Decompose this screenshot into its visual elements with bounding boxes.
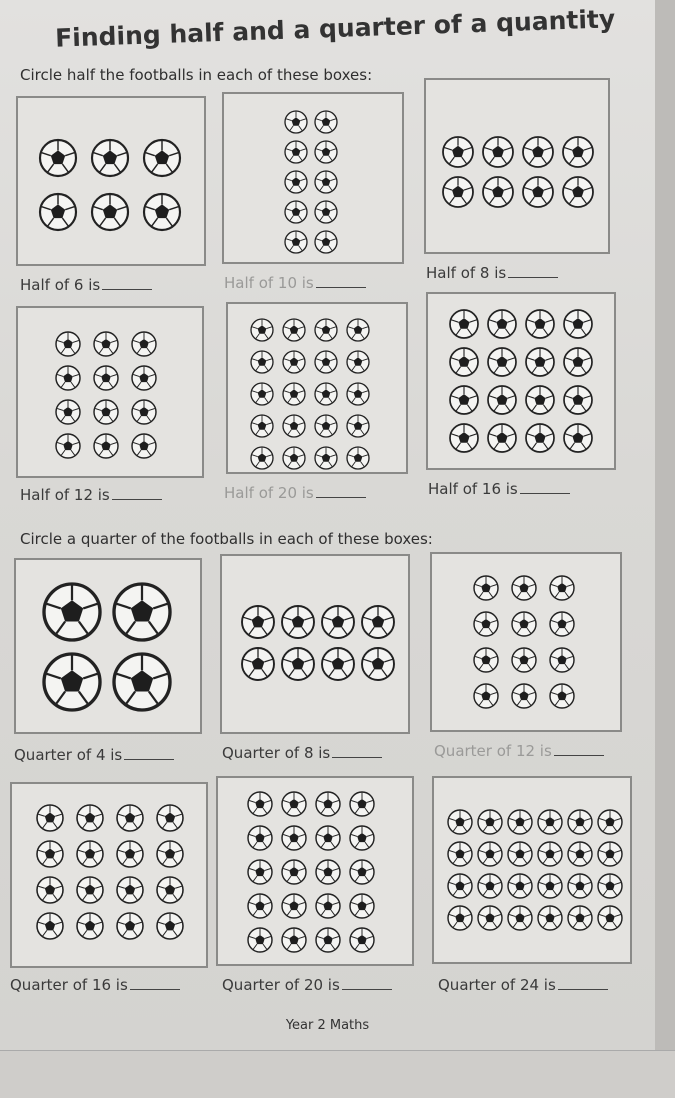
football-icon xyxy=(114,584,170,640)
football-icon xyxy=(568,842,592,866)
football-icon xyxy=(568,810,592,834)
football-icon xyxy=(315,231,337,253)
page-edge xyxy=(655,0,675,1097)
football-icon xyxy=(448,906,472,930)
answer-blank[interactable] xyxy=(124,759,174,760)
football-icon xyxy=(550,684,574,708)
football-icon xyxy=(347,447,369,469)
football-icon xyxy=(450,310,478,338)
football-icon xyxy=(538,810,562,834)
quarter-box-2 xyxy=(220,554,410,734)
football-icon xyxy=(448,874,472,898)
football-icon xyxy=(563,177,593,207)
football-icon xyxy=(443,137,473,167)
football-icon xyxy=(598,906,622,930)
football-icon xyxy=(508,810,532,834)
football-icon xyxy=(251,383,273,405)
football-icon xyxy=(37,805,63,831)
football-icon xyxy=(564,310,592,338)
football-icon xyxy=(132,366,156,390)
footballs-20b xyxy=(218,778,412,964)
footballs-8 xyxy=(426,80,608,252)
football-icon xyxy=(478,810,502,834)
football-icon xyxy=(251,415,273,437)
football-icon xyxy=(315,319,337,341)
footballs-10 xyxy=(224,94,402,262)
half-label-5: Half of 20 is xyxy=(224,484,366,502)
football-icon xyxy=(478,842,502,866)
football-icon xyxy=(508,842,532,866)
answer-blank[interactable] xyxy=(508,277,558,278)
half-box-1 xyxy=(16,96,206,266)
football-icon xyxy=(550,648,574,672)
football-icon xyxy=(350,860,374,884)
football-icon xyxy=(598,810,622,834)
football-icon xyxy=(248,826,272,850)
half-box-4 xyxy=(16,306,204,478)
football-icon xyxy=(598,874,622,898)
quarter-label-3: Quarter of 12 is xyxy=(434,742,604,760)
football-icon xyxy=(56,400,80,424)
football-icon xyxy=(283,351,305,373)
answer-blank[interactable] xyxy=(112,499,162,500)
football-icon xyxy=(512,576,536,600)
football-icon xyxy=(322,606,354,638)
football-icon xyxy=(316,792,340,816)
football-icon xyxy=(350,894,374,918)
football-icon xyxy=(564,348,592,376)
football-icon xyxy=(44,654,100,710)
quarter-box-4 xyxy=(10,782,208,968)
football-icon xyxy=(315,383,337,405)
football-icon xyxy=(526,386,554,414)
footballs-12b xyxy=(432,554,620,730)
football-icon xyxy=(157,841,183,867)
football-icon xyxy=(474,612,498,636)
football-icon xyxy=(248,894,272,918)
quarter-label-6: Quarter of 24 is xyxy=(438,976,608,994)
football-icon xyxy=(242,606,274,638)
football-icon xyxy=(316,826,340,850)
football-icon xyxy=(568,874,592,898)
football-icon xyxy=(117,913,143,939)
football-icon xyxy=(282,928,306,952)
answer-blank[interactable] xyxy=(102,289,152,290)
answer-blank[interactable] xyxy=(520,493,570,494)
football-icon xyxy=(564,386,592,414)
football-icon xyxy=(285,111,307,133)
football-icon xyxy=(283,415,305,437)
answer-blank[interactable] xyxy=(332,757,382,758)
football-icon xyxy=(285,201,307,223)
half-label-3: Half of 8 is xyxy=(426,264,558,282)
football-icon xyxy=(157,913,183,939)
football-icon xyxy=(56,434,80,458)
quarter-box-3 xyxy=(430,552,622,732)
answer-blank[interactable] xyxy=(342,989,392,990)
quarter-box-6 xyxy=(432,776,632,964)
football-icon xyxy=(488,348,516,376)
football-icon xyxy=(526,348,554,376)
football-icon xyxy=(474,684,498,708)
football-icon xyxy=(77,841,103,867)
half-box-2 xyxy=(222,92,404,264)
football-icon xyxy=(347,351,369,373)
half-instruction: Circle half the footballs in each of these boxes: xyxy=(20,66,373,84)
football-icon xyxy=(94,400,118,424)
quarter-label-5: Quarter of 20 is xyxy=(222,976,392,994)
football-icon xyxy=(40,140,76,176)
football-icon xyxy=(523,137,553,167)
football-icon xyxy=(92,194,128,230)
football-icon xyxy=(538,874,562,898)
football-icon xyxy=(350,792,374,816)
football-icon xyxy=(550,612,574,636)
half-box-6 xyxy=(426,292,616,470)
football-icon xyxy=(474,648,498,672)
quarter-label-4: Quarter of 16 is xyxy=(10,976,180,994)
football-icon xyxy=(132,332,156,356)
football-icon xyxy=(283,383,305,405)
football-icon xyxy=(117,841,143,867)
footballs-20 xyxy=(228,304,406,472)
football-icon xyxy=(315,111,337,133)
footballs-16 xyxy=(428,294,614,468)
football-icon xyxy=(347,415,369,437)
football-icon xyxy=(251,447,273,469)
football-icon xyxy=(526,424,554,452)
quarter-label-2: Quarter of 8 is xyxy=(222,744,382,762)
quarter-instruction: Circle a quarter of the footballs in each of these boxes: xyxy=(20,530,433,548)
football-icon xyxy=(512,612,536,636)
football-icon xyxy=(94,434,118,458)
football-icon xyxy=(248,792,272,816)
football-icon xyxy=(77,877,103,903)
football-icon xyxy=(362,648,394,680)
football-icon xyxy=(347,319,369,341)
football-icon xyxy=(56,332,80,356)
football-icon xyxy=(315,141,337,163)
football-icon xyxy=(488,424,516,452)
football-icon xyxy=(322,648,354,680)
football-icon xyxy=(350,928,374,952)
football-icon xyxy=(316,928,340,952)
page-title: Finding half and a quarter of a quantity xyxy=(54,4,616,53)
football-icon xyxy=(248,928,272,952)
football-icon xyxy=(315,447,337,469)
football-icon xyxy=(478,906,502,930)
table-surface xyxy=(0,1050,675,1098)
football-icon xyxy=(157,805,183,831)
football-icon xyxy=(251,319,273,341)
football-icon xyxy=(450,386,478,414)
football-icon xyxy=(94,366,118,390)
football-icon xyxy=(37,877,63,903)
footer-text: Year 2 Maths xyxy=(285,1018,370,1033)
football-icon xyxy=(448,810,472,834)
half-label-2: Half of 10 is xyxy=(224,274,366,292)
quarter-box-1 xyxy=(14,558,202,734)
football-icon xyxy=(144,140,180,176)
football-icon xyxy=(315,415,337,437)
football-icon xyxy=(282,860,306,884)
football-icon xyxy=(478,874,502,898)
football-icon xyxy=(77,805,103,831)
football-icon xyxy=(283,319,305,341)
half-label-4: Half of 12 is xyxy=(20,486,162,504)
football-icon xyxy=(564,424,592,452)
football-icon xyxy=(550,576,574,600)
football-icon xyxy=(282,792,306,816)
football-icon xyxy=(117,877,143,903)
footballs-12 xyxy=(18,308,202,476)
half-label-6: Half of 16 is xyxy=(428,480,570,498)
football-icon xyxy=(450,348,478,376)
football-icon xyxy=(523,177,553,207)
football-icon xyxy=(474,576,498,600)
football-icon xyxy=(483,137,513,167)
footballs-24 xyxy=(434,778,630,962)
football-icon xyxy=(538,842,562,866)
football-icon xyxy=(242,648,274,680)
football-icon xyxy=(37,841,63,867)
quarter-label-1: Quarter of 4 is xyxy=(14,746,174,764)
football-icon xyxy=(483,177,513,207)
football-icon xyxy=(248,860,272,884)
football-icon xyxy=(251,351,273,373)
football-icon xyxy=(568,906,592,930)
answer-blank[interactable] xyxy=(316,497,366,498)
footballs-8b xyxy=(222,556,408,732)
football-icon xyxy=(347,383,369,405)
football-icon xyxy=(508,874,532,898)
footballs-16b xyxy=(12,784,206,966)
football-icon xyxy=(448,842,472,866)
football-icon xyxy=(488,310,516,338)
football-icon xyxy=(282,826,306,850)
football-icon xyxy=(117,805,143,831)
half-label-1: Half of 6 is xyxy=(20,276,152,294)
answer-blank[interactable] xyxy=(554,755,604,756)
answer-blank[interactable] xyxy=(316,287,366,288)
footballs-4 xyxy=(16,560,200,732)
football-icon xyxy=(316,894,340,918)
football-icon xyxy=(508,906,532,930)
football-icon xyxy=(285,231,307,253)
football-icon xyxy=(282,606,314,638)
answer-blank[interactable] xyxy=(130,989,180,990)
football-icon xyxy=(132,434,156,458)
football-icon xyxy=(144,194,180,230)
football-icon xyxy=(282,648,314,680)
football-icon xyxy=(282,894,306,918)
football-icon xyxy=(315,171,337,193)
football-icon xyxy=(77,913,103,939)
football-icon xyxy=(315,351,337,373)
football-icon xyxy=(44,584,100,640)
football-icon xyxy=(94,332,118,356)
football-icon xyxy=(598,842,622,866)
half-box-5 xyxy=(226,302,408,474)
football-icon xyxy=(285,141,307,163)
football-icon xyxy=(285,171,307,193)
quarter-box-5 xyxy=(216,776,414,966)
football-icon xyxy=(37,913,63,939)
football-icon xyxy=(283,447,305,469)
footballs-6 xyxy=(18,98,204,264)
half-box-3 xyxy=(424,78,610,254)
football-icon xyxy=(114,654,170,710)
football-icon xyxy=(538,906,562,930)
football-icon xyxy=(443,177,473,207)
football-icon xyxy=(316,860,340,884)
football-icon xyxy=(563,137,593,167)
football-icon xyxy=(512,684,536,708)
football-icon xyxy=(362,606,394,638)
football-icon xyxy=(350,826,374,850)
football-icon xyxy=(157,877,183,903)
football-icon xyxy=(92,140,128,176)
answer-blank[interactable] xyxy=(558,989,608,990)
football-icon xyxy=(488,386,516,414)
football-icon xyxy=(132,400,156,424)
football-icon xyxy=(315,201,337,223)
football-icon xyxy=(450,424,478,452)
football-icon xyxy=(526,310,554,338)
football-icon xyxy=(56,366,80,390)
football-icon xyxy=(512,648,536,672)
football-icon xyxy=(40,194,76,230)
